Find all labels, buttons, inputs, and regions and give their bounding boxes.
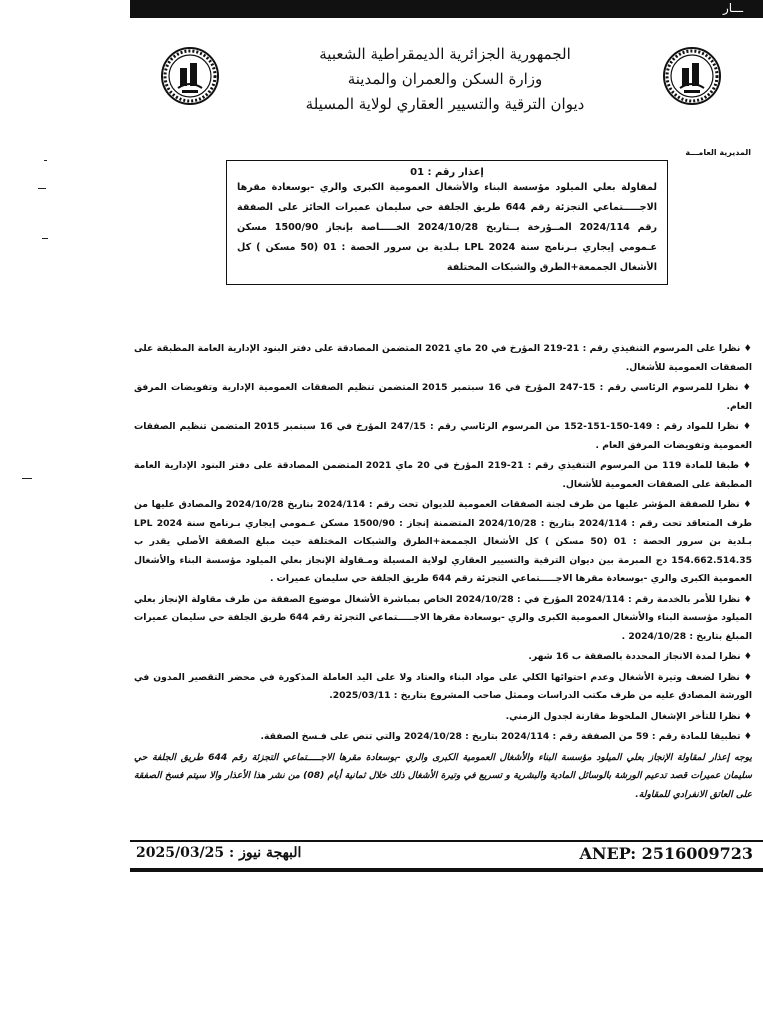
newspaper-top-strip <box>130 0 763 18</box>
paragraph: ♦ نظرا للمواد رقم : 149-150-151-152 من المرسوم الرئاسي رقم : 247/15 المؤرخ في 16 سبتمبر 2015 المتضمن تنظيم الصفقات العمومية وتفويضات المرفق العام . <box>134 421 752 451</box>
paragraph: ♦ نظرا للمرسوم الرئاسي رقم : 15-247 المؤرخ في 16 سبتمبر 2015 المتضمن تنظيم الصفقات العمومية الإدارية وتفويضات المرفق العام. <box>134 382 752 412</box>
scan-speck <box>22 478 32 479</box>
notice-title: إعذار رقم : 01 <box>410 167 484 178</box>
anep-reference: ANEP: 2516009723 <box>579 844 753 863</box>
scan-speck <box>42 238 48 239</box>
paragraph: ♦ طبقا للمادة 119 من المرسوم التنفيذي رقم : 21-219 المؤرخ في 20 ماي 2021 المتضمن المصادقة على دفتر البنود الإدارية العامة المطبقة على الصفقات العمومية للأشغال. <box>134 460 752 490</box>
paragraph: ♦ نظرا لضعف وتيرة الأشغال وعدم احتوائها الكلي على مواد البناء والعتاد ولا على اليد العاملة المذكورة في محضر التقصير المدون في الورشة المصادق عليه من طرف مكتب الدراسات وممثل صاحب المشروع بتاريخ : 2025/03/11. <box>134 671 752 701</box>
paragraph: ♦ تطبيقا للمادة رقم : 59 من الصفقة رقم : 2024/114 بتاريخ : 2024/10/28 والتي تنص على فـسخ الصفقة. <box>260 731 752 742</box>
notice-box <box>226 160 668 285</box>
page-margin <box>0 0 128 1024</box>
ministry-title: وزارة السكن والعمران والمدينة <box>347 70 543 88</box>
letterhead <box>240 42 650 117</box>
publication-footer <box>130 840 763 872</box>
scan-speck <box>38 188 46 189</box>
scan-speck <box>44 160 47 161</box>
republic-title: الجمهورية الجزائرية الديمقراطية الشعبية <box>319 45 571 63</box>
paragraph: ♦ نظرا للتأخر الإشغال الملحوظ مقارنة لجدول الزمني. <box>505 710 752 722</box>
office-title: ديوان الترقية والتسيير العقاري لولاية المسيلة <box>305 95 585 113</box>
publication-date: البهجة نيوز : 2025/03/25 <box>136 845 302 861</box>
notice-body: لمقاولة بعلي الميلود مؤسسة البناء والأشغال العمومية الكبرى والري -بوسعادة مقرها الاجـــــتماعي التجزئة رقم 644 طريق الجلفة حي سليمان عميرات الحائز على الصفقة رقم 2024/114 المــؤرخة بــتاريخ 2024/10/28 الخـــــاصة بإنجاز 1500/90 مسكن عـمومي إيجاري بـرنامج سنة 2024 LPL بـلدية بن سرور الحصة : 01 (50 مسكن ) كل الأشغال الجممعة+الطرق والشبكات المختلفة <box>237 182 658 273</box>
paragraph: ♦ نظرا على المرسوم التنفيذي رقم : 21-219 المؤرخ في 20 ماي 2021 المتضمن المصادقة على دفتر البنود الإدارية العامة المطبقة على الصفقات العمومية للأشغال. <box>134 343 752 373</box>
paragraph: ♦ نظرا للأمر بالخدمة رقم : 2024/114 المؤرخ في : 2024/10/28 الخاص بمباشرة الأشغال موضوع الصفقة من طرف مقاولة الإنجاز بعلي الميلود مؤسسة البناء والأشغال العمومية الكبرى والري -بوسعادة مقرها الاجـــــتماعي التجزئة رقم 644 طريق الجلفة حي سليمان عميرات المبلغ بتاريخ : 2024/10/28 . <box>134 593 753 642</box>
paragraph: ♦ نظرا للصفقة المؤشر عليها من طرف لجنة الصفقات العمومية للديوان تحت رقم : 2024/114 بتاريخ 2024/10/28 والمصادق عليها من طرف المتعاقد تحت رقم : 2024/114 بتاريخ : 2024/10/28 المتضمنة إنجاز : 1500/90 مسكن عـمومي إيجاري بـرنامج سنة 2024 LPL بـلدية بن سرور الحصة : 01 (50 مسكن ) كل الأشغال الجممعة+الطرق والشبكات المختلفة حيث مبلغ الصفقة الأصلي يقدر ب 154.662.514.35 دج المبرمة بين ديوان الترقية والتسيير العقاري لولاية المسيلة ومـقاولة الإنجاز بعلي الميلود مؤسسة البناء والأشغال العمومية الكبرى والري -بوسعادة مقرها الاجـــــتماعي التجزئة رقم 644 طريق الجلفة حي سليمان عميرات . <box>134 499 753 584</box>
notice-document <box>130 18 763 958</box>
notice-text-body <box>134 340 752 806</box>
paragraph: ♦ نظرا لمدة الانجاز المحددة بالصفقة ب 16 شهر. <box>528 651 752 662</box>
top-strip-text: ـــار <box>723 1 743 15</box>
closing-paragraph: يوجه إعذار لمقاولة الإنجاز بعلي الميلود مؤسسة البناء والأشغال العمومية الكبرى والري -بوسعادة مقرها الاجـــــتماعي التجزئة رقم 644 طريق الجلفة حي سليمان عميرات قصد تدعيم الورشة بالوسائل المادية والبشرية و تسريع في وتيرة الأشغال ذلك خلال ثمانية أيام (08) من نشر هذا الأعذار والا سيتم فسخ الصفقة على العاتق الانفرادي للمقاولة. <box>134 751 752 800</box>
opgi-emblem-icon <box>160 46 220 106</box>
direction-label: المديرية العامـــة <box>685 148 751 157</box>
opgi-emblem-icon <box>662 46 722 106</box>
